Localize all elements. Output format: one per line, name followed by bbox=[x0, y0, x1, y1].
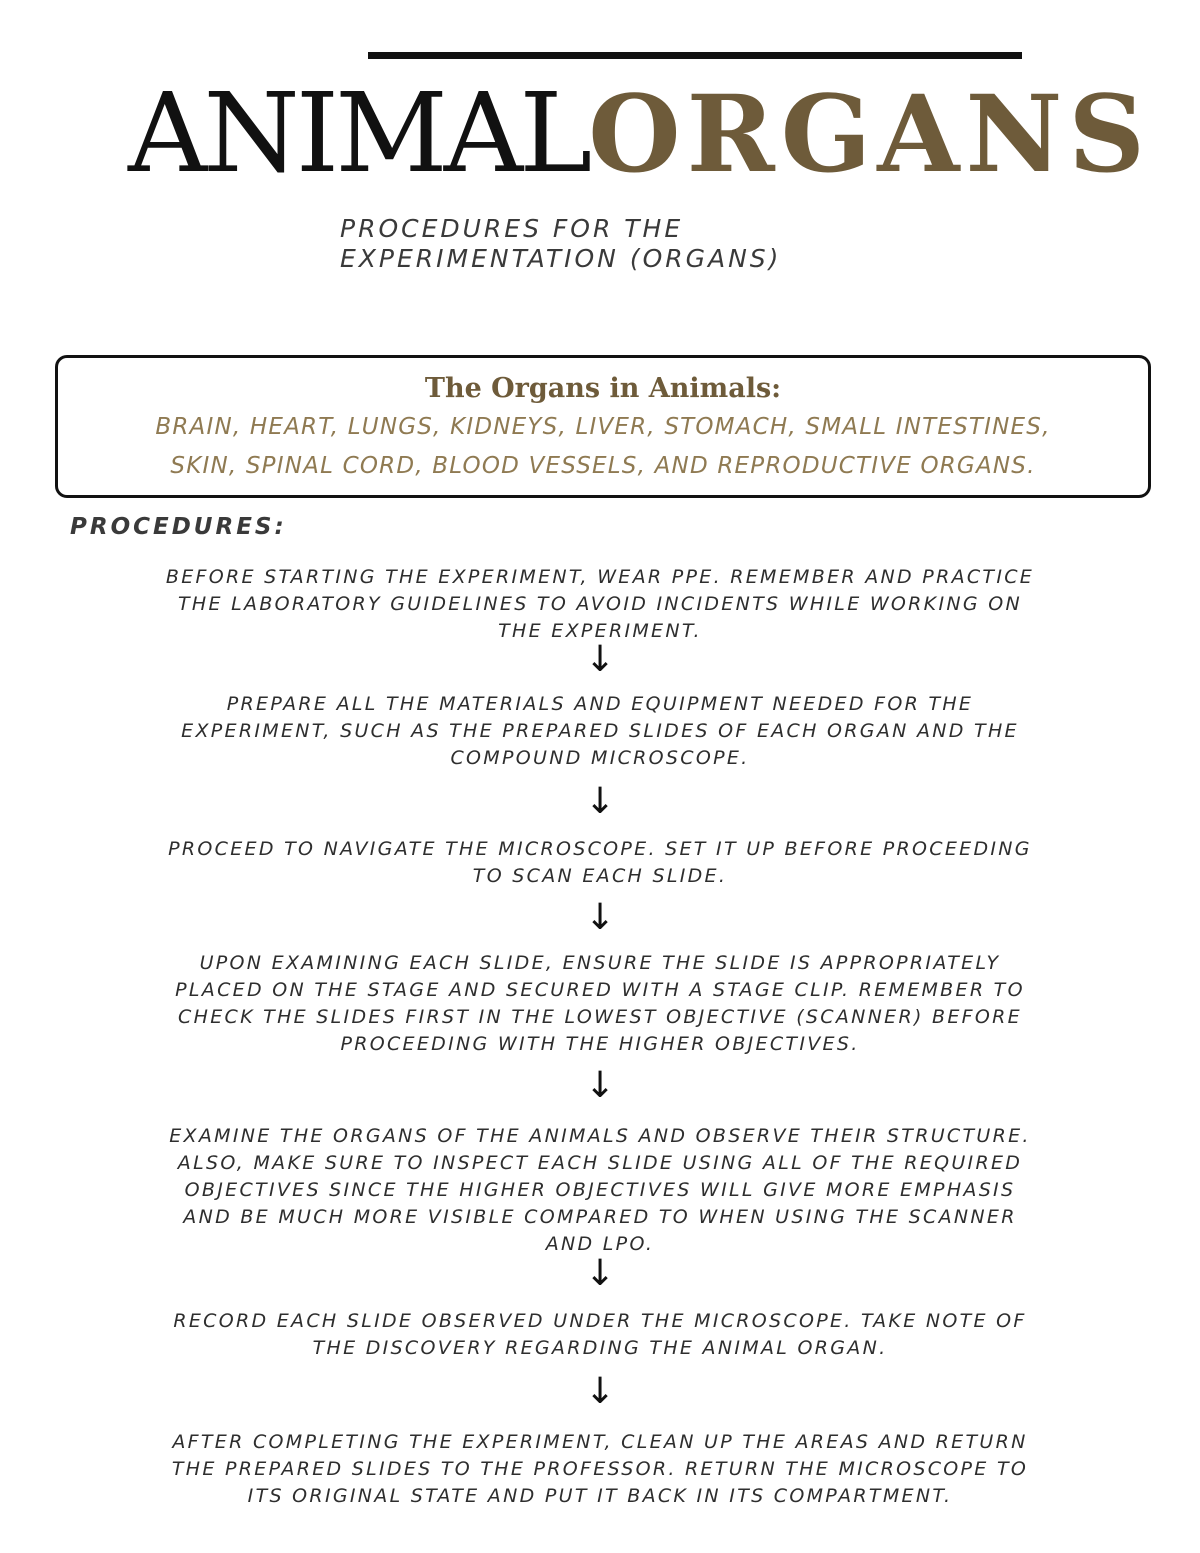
subtitle-line: EXPERIMENTATION (ORGANS) bbox=[340, 244, 782, 273]
step-line: THE DISCOVERY REGARDING THE ANIMAL ORGAN. bbox=[312, 1337, 888, 1359]
top-rule bbox=[368, 52, 1022, 59]
step-line: TO SCAN EACH SLIDE. bbox=[472, 865, 728, 887]
down-arrow-icon: ↓ bbox=[585, 639, 616, 680]
organs-list-line: BRAIN, HEART, LUNGS, KIDNEYS, LIVER, STOMACH, SMALL INTESTINES, bbox=[155, 414, 1051, 440]
step-line: EXAMINE THE ORGANS OF THE ANIMALS AND OBSERVE THEIR STRUCTURE. bbox=[169, 1125, 1031, 1147]
step-line: AFTER COMPLETING THE EXPERIMENT, CLEAN UP THE AREAS AND RETURN bbox=[172, 1431, 1028, 1453]
procedures-heading: PROCEDURES: bbox=[70, 514, 287, 540]
organs-heading: The Organs in Animals: bbox=[424, 373, 782, 404]
down-arrow-icon: ↓ bbox=[585, 897, 616, 938]
step-line: PROCEEDING WITH THE HIGHER OBJECTIVES. bbox=[340, 1033, 860, 1055]
organs-box bbox=[55, 355, 1151, 498]
procedure-step bbox=[70, 1123, 1130, 1258]
step-line: AND LPO. bbox=[545, 1233, 655, 1255]
subtitle-line: PROCEDURES FOR THE bbox=[340, 214, 684, 243]
procedure-step bbox=[70, 1308, 1130, 1362]
down-arrow-icon: ↓ bbox=[585, 1371, 616, 1412]
procedure-step bbox=[70, 564, 1130, 645]
step-line: ALSO, MAKE SURE TO INSPECT EACH SLIDE USING ALL OF THE REQUIRED bbox=[177, 1152, 1023, 1174]
step-line: THE LABORATORY GUIDELINES TO AVOID INCIDENTS WHILE WORKING ON bbox=[178, 593, 1022, 615]
step-line: RECORD EACH SLIDE OBSERVED UNDER THE MICROSCOPE. TAKE NOTE OF bbox=[173, 1310, 1027, 1332]
step-line: ITS ORIGINAL STATE AND PUT IT BACK IN ITS COMPARTMENT. bbox=[247, 1485, 953, 1507]
step-line: EXPERIMENT, SUCH AS THE PREPARED SLIDES OF EACH ORGAN AND THE bbox=[181, 720, 1019, 742]
page-title bbox=[128, 69, 1151, 197]
step-line: THE EXPERIMENT. bbox=[498, 620, 702, 642]
subtitle bbox=[340, 214, 960, 274]
step-line: BEFORE STARTING THE EXPERIMENT, WEAR PPE. REMEMBER AND PRACTICE bbox=[165, 566, 1035, 588]
step-line: AND BE MUCH MORE VISIBLE COMPARED TO WHEN USING THE SCANNER bbox=[183, 1206, 1017, 1228]
step-line: PROCEED TO NAVIGATE THE MICROSCOPE. SET IT UP BEFORE PROCEEDING bbox=[168, 838, 1032, 860]
down-arrow-icon: ↓ bbox=[585, 1065, 616, 1106]
step-line: COMPOUND MICROSCOPE. bbox=[450, 747, 750, 769]
down-arrow-icon: ↓ bbox=[585, 1253, 616, 1294]
organs-list-line: SKIN, SPINAL CORD, BLOOD VESSELS, AND REPRODUCTIVE ORGANS. bbox=[170, 453, 1036, 479]
down-arrow-icon: ↓ bbox=[585, 781, 616, 822]
title-animal: ANIMAL bbox=[128, 69, 589, 197]
step-line: PLACED ON THE STAGE AND SECURED WITH A STAGE CLIP. REMEMBER TO bbox=[175, 979, 1025, 1001]
procedure-step bbox=[70, 950, 1130, 1058]
step-line: PREPARE ALL THE MATERIALS AND EQUIPMENT NEEDED FOR THE bbox=[226, 693, 974, 715]
procedure-step bbox=[70, 1429, 1130, 1510]
step-line: CHECK THE SLIDES FIRST IN THE LOWEST OBJECTIVE (SCANNER) BEFORE bbox=[178, 1006, 1022, 1028]
procedure-step bbox=[70, 836, 1130, 890]
organs-list bbox=[58, 408, 1148, 486]
step-line: OBJECTIVES SINCE THE HIGHER OBJECTIVES WILL GIVE MORE EMPHASIS bbox=[184, 1179, 1016, 1201]
title-organs: ORGANS bbox=[588, 71, 1151, 196]
step-line: UPON EXAMINING EACH SLIDE, ENSURE THE SLIDE IS APPROPRIATELY bbox=[199, 952, 1001, 974]
procedure-step bbox=[70, 691, 1130, 772]
step-line: THE PREPARED SLIDES TO THE PROFESSOR. RETURN THE MICROSCOPE TO bbox=[171, 1458, 1029, 1480]
